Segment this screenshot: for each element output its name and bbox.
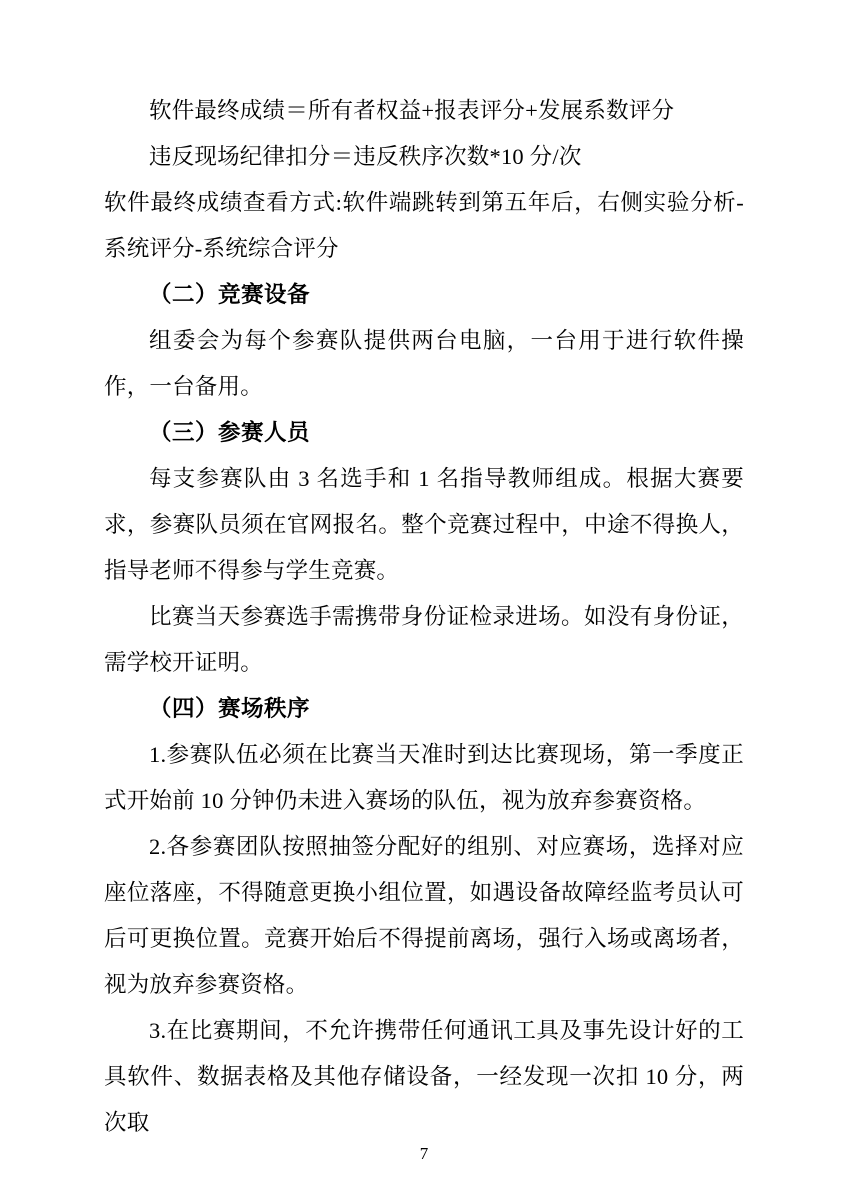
paragraph-score-view-method: 软件最终成绩查看方式:软件端跳转到第五年后，右侧实验分析-系统评分-系统综合评分	[104, 190, 744, 261]
formula-final-score: 软件最终成绩＝所有者权益+报表评分+发展系数评分	[149, 98, 675, 123]
formula-discipline-deduction: 违反现场纪律扣分＝违反秩序次数*10 分/次	[149, 144, 582, 169]
heading-venue-order: （四）赛场秩序	[149, 696, 311, 721]
page-number: 7	[419, 1144, 429, 1163]
heading-competition-equipment: （二）竞赛设备	[149, 282, 311, 307]
paragraph-rule-1: 1.参赛队伍必须在比赛当天准时到达比赛现场，第一季度正式开始前 10 分钟仍未进入赛场的队伍，视为放弃参赛资格。	[104, 742, 744, 813]
paragraph-id-check: 比赛当天参赛选手需携带身份证检录进场。如没有身份证，需学校开证明。	[104, 604, 744, 675]
paragraph-rule-2: 2.各参赛团队按照抽签分配好的组别、对应赛场，选择对应座位落座，不得随意更换小组位置，如遇设备故障经监考员认可后可更换位置。竞赛开始后不得提前离场，强行入场或离场者，视为放弃参赛资格。	[104, 834, 744, 997]
paragraph-equipment-detail: 组委会为每个参赛队提供两台电脑，一台用于进行软件操作，一台备用。	[104, 328, 744, 399]
paragraph-team-composition: 每支参赛队由 3 名选手和 1 名指导教师组成。根据大赛要求，参赛队员须在官网报名。整个竞赛过程中，中途不得换人，指导老师不得参与学生竞赛。	[104, 466, 744, 583]
heading-participants: （三）参赛人员	[149, 420, 311, 445]
paragraph-rule-3: 3.在比赛期间，不允许携带任何通讯工具及事先设计好的工具软件、数据表格及其他存储设备，一经发现一次扣 10 分，两次取	[104, 1018, 744, 1135]
